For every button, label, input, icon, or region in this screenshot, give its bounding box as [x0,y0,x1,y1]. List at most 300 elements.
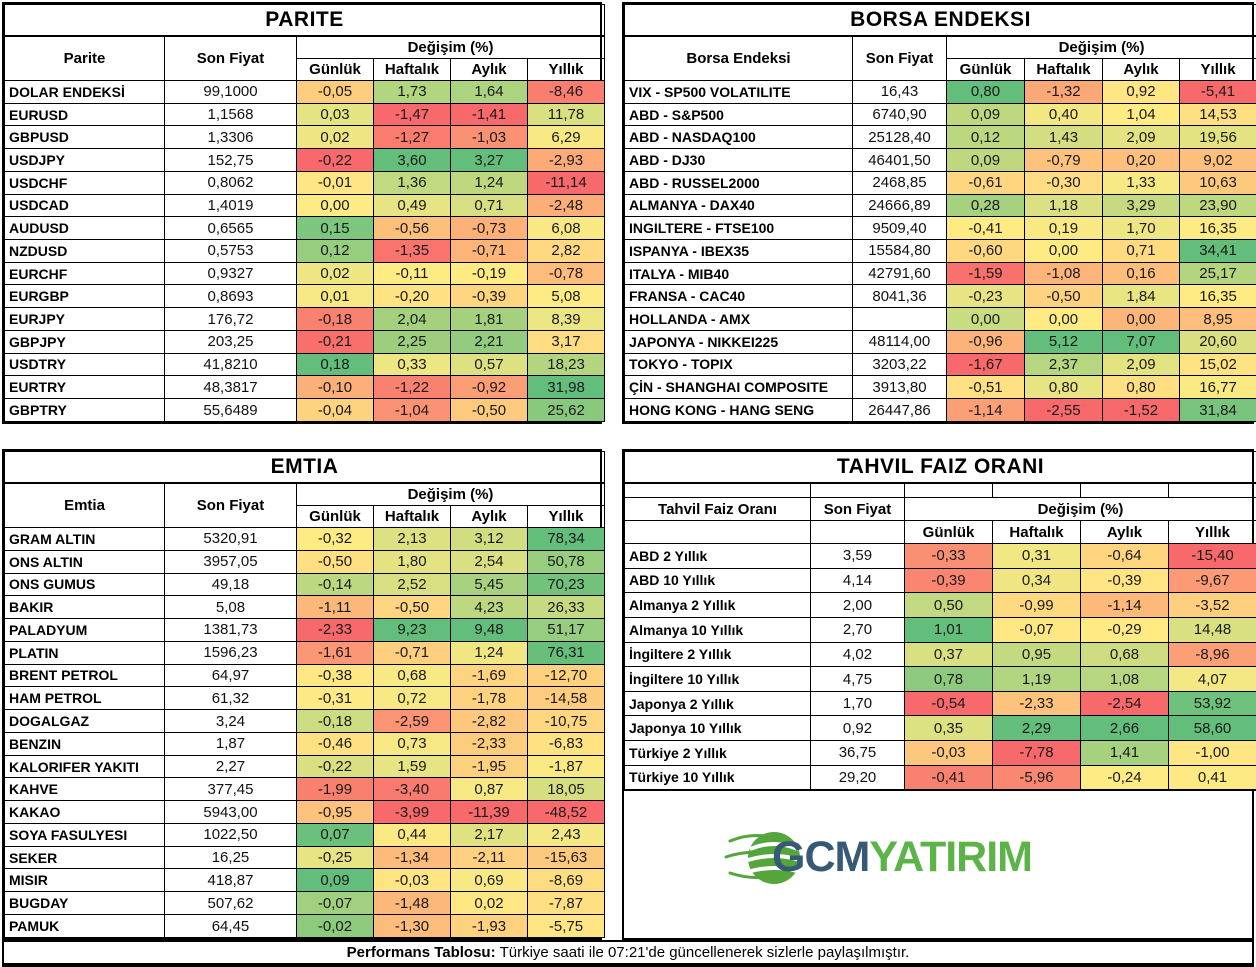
last-price: 15584,80 [853,240,947,263]
change-cell: 2,29 [993,716,1081,741]
table-row [5,149,605,172]
change-cell: -8,96 [1169,642,1256,667]
change-cell: 0,68 [1081,642,1169,667]
change-cell: -0,18 [297,308,374,331]
change-cell: -2,48 [528,194,605,217]
change-cell: -5,96 [993,765,1081,790]
change-cell: -0,96 [947,330,1025,353]
instrument-name: ÇİN - SHANGHAI COMPOSITE [625,376,853,399]
last-price: 5943,00 [165,801,297,824]
change-cell: -0,07 [297,892,374,915]
change-cell: -0,78 [528,262,605,285]
instrument-name: ONS GUMUS [5,573,165,596]
table-row [625,691,1256,716]
change-cell: -9,67 [1169,568,1256,593]
table-row [625,716,1256,741]
change-cell: -1,78 [451,687,528,710]
change-cell: 3,27 [451,149,528,172]
change-cell: -0,41 [905,765,993,790]
change-group-header: Değişim (%) [297,36,605,59]
table-row [625,568,1256,593]
change-cell: 0,72 [374,687,451,710]
table-row [5,755,605,778]
last-price: 99,1000 [165,81,297,104]
change-cell: 0,02 [297,262,374,285]
tahvil-section [622,449,1254,940]
last-price: 55,6489 [165,399,297,422]
change-cell: 0,12 [297,240,374,263]
change-cell: 78,34 [528,528,605,551]
change-cell: 34,41 [1180,240,1256,263]
logo-area [624,791,1252,938]
period-header-weekly: Haftalık [1025,59,1103,81]
change-cell: 8,95 [1180,308,1256,331]
change-cell: -15,40 [1169,544,1256,569]
period-header-monthly: Aylık [451,506,528,528]
change-cell: 3,17 [528,330,605,353]
change-cell: 0,00 [1025,308,1103,331]
last-price: 176,72 [165,308,297,331]
instrument-name: BAKIR [5,596,165,619]
instrument-name: EURGBP [5,285,165,308]
change-cell: -1,03 [451,126,528,149]
period-header-yearly: Yıllık [528,506,605,528]
name-column-header: Emtia [5,483,165,528]
change-group-header: Değişim (%) [297,483,605,506]
name-column-header: Parite [5,36,165,81]
change-cell: 16,35 [1180,217,1256,240]
instrument-name: FRANSA - CAC40 [625,285,853,308]
change-cell: 0,12 [947,126,1025,149]
table-row [625,765,1256,790]
logo-gcm-text: GCM [772,833,870,881]
change-cell: 1,08 [1081,667,1169,692]
last-price: 377,45 [165,778,297,801]
period-header-weekly: Haftalık [993,521,1081,544]
change-cell: -2,93 [528,149,605,172]
instrument-name: Almanya 10 Yıllık [625,617,811,642]
tahvil-rows [625,544,1256,791]
last-price: 9509,40 [853,217,947,240]
table-row [625,149,1256,172]
change-cell: 18,05 [528,778,605,801]
last-price: 1381,73 [165,619,297,642]
change-cell: -1,27 [374,126,451,149]
last-price: 2,70 [811,617,905,642]
instrument-name: DOGALGAZ [5,710,165,733]
change-cell: 53,92 [1169,691,1256,716]
change-cell: 4,07 [1169,667,1256,692]
change-cell: 1,01 [905,617,993,642]
table-row [625,544,1256,569]
period-header-yearly: Yıllık [1180,59,1256,81]
name-column-header: Tahvil Faiz Oranı [625,498,811,521]
change-cell: -1,11 [297,596,374,619]
last-price: 2,27 [165,755,297,778]
change-cell: -0,38 [297,664,374,687]
last-price: 1,3306 [165,126,297,149]
period-header-daily: Günlük [947,59,1025,81]
change-cell: 0,09 [947,149,1025,172]
last-price: 41,8210 [165,353,297,376]
change-cell: 0,09 [297,869,374,892]
change-cell: 0,00 [1025,240,1103,263]
change-cell: -1,99 [297,778,374,801]
table-row [5,915,605,938]
period-header-daily: Günlük [297,506,374,528]
change-cell: -0,92 [451,376,528,399]
change-cell: -1,59 [947,262,1025,285]
instrument-name: USDCAD [5,194,165,217]
change-cell: 5,45 [451,573,528,596]
change-cell: 0,03 [297,103,374,126]
change-cell: -0,60 [947,240,1025,263]
instrument-name: GBPTRY [5,399,165,422]
change-cell: -1,67 [947,353,1025,376]
change-cell: -1,00 [1169,741,1256,766]
change-cell: 9,23 [374,619,451,642]
instrument-name: VIX - SP500 VOLATILITE [625,81,853,104]
change-cell: 2,52 [374,573,451,596]
change-cell: -1,04 [374,399,451,422]
last-price: 3913,80 [853,376,947,399]
instrument-name: ABD 10 Yıllık [625,568,811,593]
change-cell: 18,23 [528,353,605,376]
table-row [625,353,1256,376]
change-cell: -0,30 [1025,171,1103,194]
change-cell: -0,05 [297,81,374,104]
change-cell: 51,17 [528,619,605,642]
change-cell: -0,61 [947,171,1025,194]
change-cell: 1,64 [451,81,528,104]
change-cell: -1,22 [374,376,451,399]
table-row [625,103,1256,126]
change-cell: 2,25 [374,330,451,353]
instrument-name: JAPONYA - NIKKEI225 [625,330,853,353]
change-cell: -1,61 [297,641,374,664]
last-price: 0,92 [811,716,905,741]
change-cell: -0,14 [297,573,374,596]
change-cell: 0,78 [905,667,993,692]
table-row [625,399,1256,422]
table-row [5,641,605,664]
change-cell: 0,09 [947,103,1025,126]
change-cell: 2,54 [451,550,528,573]
change-cell: -10,75 [528,710,605,733]
period-header-monthly: Aylık [1081,521,1169,544]
instrument-name: EURJPY [5,308,165,331]
change-cell: -0,11 [374,262,451,285]
instrument-name: BUGDAY [5,892,165,915]
change-cell: -0,41 [947,217,1025,240]
last-price: 26447,86 [853,399,947,422]
period-header-weekly: Haftalık [374,506,451,528]
change-cell: -0,20 [374,285,451,308]
change-cell: -0,95 [297,801,374,824]
instrument-name: EURUSD [5,103,165,126]
instrument-name: KAHVE [5,778,165,801]
last-price-column-header: Son Fiyat [165,483,297,528]
change-cell: 0,80 [947,81,1025,104]
last-price: 3,59 [811,544,905,569]
tahvil-table [624,451,1256,791]
table-title: TAHVIL FAIZ ORANI [625,452,1256,483]
instrument-name: Türkiye 10 Yıllık [625,765,811,790]
last-price: 61,32 [165,687,297,710]
table-row [5,732,605,755]
change-cell: -0,18 [297,710,374,733]
change-cell: -5,75 [528,915,605,938]
change-cell: 0,92 [1103,81,1180,104]
instrument-name: USDCHF [5,171,165,194]
change-cell: -0,10 [297,376,374,399]
period-header-yearly: Yıllık [528,59,605,81]
change-cell: 0,80 [1025,376,1103,399]
change-cell: 58,60 [1169,716,1256,741]
instrument-name: SOYA FASULYESI [5,823,165,846]
change-cell: 0,20 [1103,149,1180,172]
change-cell: -0,33 [905,544,993,569]
footer-note [2,940,1254,963]
change-cell: -3,99 [374,801,451,824]
last-price: 25128,40 [853,126,947,149]
change-cell: 8,39 [528,308,605,331]
change-cell: 2,13 [374,528,451,551]
instrument-name: USDJPY [5,149,165,172]
last-price: 0,6565 [165,217,297,240]
change-cell: 0,33 [374,353,451,376]
last-price: 1022,50 [165,823,297,846]
change-cell: -0,01 [297,171,374,194]
table-row [5,103,605,126]
last-price: 0,5753 [165,240,297,263]
change-cell: 9,02 [1180,149,1256,172]
table-row [5,687,605,710]
change-cell: -2,54 [1081,691,1169,716]
table-row [5,846,605,869]
last-price: 49,18 [165,573,297,596]
table-title: PARITE [5,5,605,36]
last-price: 42791,60 [853,262,947,285]
change-cell: -1,52 [1103,399,1180,422]
change-cell: 2,09 [1103,353,1180,376]
change-cell: -0,51 [947,376,1025,399]
change-cell: -1,32 [1025,81,1103,104]
change-cell: 4,23 [451,596,528,619]
instrument-name: SEKER [5,846,165,869]
instrument-name: ABD - DJ30 [625,149,853,172]
instrument-name: Japonya 10 Yıllık [625,716,811,741]
last-price-column-header: Son Fiyat [853,36,947,81]
change-cell: 19,56 [1180,126,1256,149]
change-cell: -1,93 [451,915,528,938]
change-cell: -0,24 [1081,765,1169,790]
last-price: 0,8062 [165,171,297,194]
parite-rows [5,81,605,422]
instrument-name: EURTRY [5,376,165,399]
last-price: 64,97 [165,664,297,687]
last-price: 2,00 [811,593,905,618]
table-row [5,171,605,194]
change-cell: 2,17 [451,823,528,846]
change-cell: 6,29 [528,126,605,149]
spacer-row [625,483,1256,498]
instrument-name: AUDUSD [5,217,165,240]
change-cell: 76,31 [528,641,605,664]
table-title: EMTIA [5,452,605,483]
change-cell: 3,29 [1103,194,1180,217]
footer-note-label: Performans Tablosu: [346,944,496,961]
last-price: 16,43 [853,81,947,104]
change-cell: -1,34 [374,846,451,869]
table-row [5,217,605,240]
table-row [625,194,1256,217]
change-cell: 0,00 [1103,308,1180,331]
period-header-daily: Günlük [905,521,993,544]
last-price-column-header: Son Fiyat [165,36,297,81]
instrument-name: GRAM ALTIN [5,528,165,551]
change-cell: -0,50 [374,596,451,619]
last-price: 6740,90 [853,103,947,126]
change-cell: 1,04 [1103,103,1180,126]
table-row [5,240,605,263]
borsa-table [624,4,1256,422]
change-cell: -2,59 [374,710,451,733]
change-cell: -0,23 [947,285,1025,308]
instrument-name: İngiltere 10 Yıllık [625,667,811,692]
change-cell: -0,31 [297,687,374,710]
change-cell: -0,73 [451,217,528,240]
change-cell: -5,41 [1180,81,1256,104]
last-price-column-header: Son Fiyat [811,498,905,521]
table-row [625,376,1256,399]
change-cell: 0,40 [1025,103,1103,126]
table-row [5,869,605,892]
change-cell: 0,80 [1103,376,1180,399]
change-cell: 1,41 [1081,741,1169,766]
change-cell: -0,39 [451,285,528,308]
footer-note-text: Türkiye saati ile 07:21'de güncellenerek sizlerle paylaşılmıştır. [499,944,910,961]
change-cell: -14,58 [528,687,605,710]
instrument-name: ABD - S&P500 [625,103,853,126]
instrument-name: EURCHF [5,262,165,285]
last-price: 3203,22 [853,353,947,376]
change-cell: 1,81 [451,308,528,331]
last-price: 3957,05 [165,550,297,573]
borsa-section [622,2,1254,424]
change-cell: -1,95 [451,755,528,778]
last-price: 36,75 [811,741,905,766]
change-cell: -1,87 [528,755,605,778]
name-column-header: Borsa Endeksi [625,36,853,81]
instrument-name: USDTRY [5,353,165,376]
table-row [5,801,605,824]
table-row [5,308,605,331]
change-cell: 0,57 [451,353,528,376]
borsa-rows [625,81,1256,422]
change-cell: 1,73 [374,81,451,104]
change-cell: -2,33 [297,619,374,642]
change-cell: 1,33 [1103,171,1180,194]
change-cell: -2,33 [993,691,1081,716]
change-cell: 0,69 [451,869,528,892]
instrument-name: PAMUK [5,915,165,938]
instrument-name: Türkiye 2 Yıllık [625,741,811,766]
change-cell: -1,14 [947,399,1025,422]
instrument-name: DOLAR ENDEKSİ [5,81,165,104]
table-row [5,596,605,619]
table-row [625,617,1256,642]
last-price: 0,9327 [165,262,297,285]
last-price: 507,62 [165,892,297,915]
last-price: 46401,50 [853,149,947,172]
change-cell: 0,87 [451,778,528,801]
change-cell: -0,71 [374,641,451,664]
change-cell: -0,07 [993,617,1081,642]
instrument-name: ALMANYA - DAX40 [625,194,853,217]
table-row [625,667,1256,692]
table-row [5,778,605,801]
change-cell: 0,35 [905,716,993,741]
last-price: 4,14 [811,568,905,593]
table-row [625,308,1256,331]
period-header-daily: Günlük [297,59,374,81]
last-price: 4,75 [811,667,905,692]
change-cell: 0,37 [905,642,993,667]
last-price: 5320,91 [165,528,297,551]
table-row [625,262,1256,285]
last-price: 8041,36 [853,285,947,308]
last-price: 3,24 [165,710,297,733]
change-cell: 0,02 [297,126,374,149]
change-cell: -0,04 [297,399,374,422]
change-cell: -1,41 [451,103,528,126]
change-cell: -3,52 [1169,593,1256,618]
table-row [625,217,1256,240]
last-price: 203,25 [165,330,297,353]
change-cell: 1,18 [1025,194,1103,217]
change-cell: -1,47 [374,103,451,126]
table-row [5,376,605,399]
change-cell: 3,12 [451,528,528,551]
change-cell: 0,95 [993,642,1081,667]
change-cell: 5,12 [1025,330,1103,353]
change-cell: -1,30 [374,915,451,938]
last-price: 418,87 [165,869,297,892]
change-cell: 70,23 [528,573,605,596]
table-row [5,710,605,733]
period-header-monthly: Aylık [1103,59,1180,81]
change-cell: 1,36 [374,171,451,194]
change-cell: 31,98 [528,376,605,399]
change-cell: 1,70 [1103,217,1180,240]
change-cell: 2,37 [1025,353,1103,376]
change-cell: 26,33 [528,596,605,619]
table-row [5,353,605,376]
change-cell: 2,09 [1103,126,1180,149]
last-price: 4,02 [811,642,905,667]
change-cell: 1,24 [451,641,528,664]
change-cell: 9,48 [451,619,528,642]
change-cell: -2,82 [451,710,528,733]
table-row [625,593,1256,618]
change-cell: -0,50 [297,550,374,573]
instrument-name: PALADYUM [5,619,165,642]
table-row [625,126,1256,149]
instrument-name: GBPJPY [5,330,165,353]
change-cell: 0,73 [374,732,451,755]
change-cell: -0,39 [905,568,993,593]
